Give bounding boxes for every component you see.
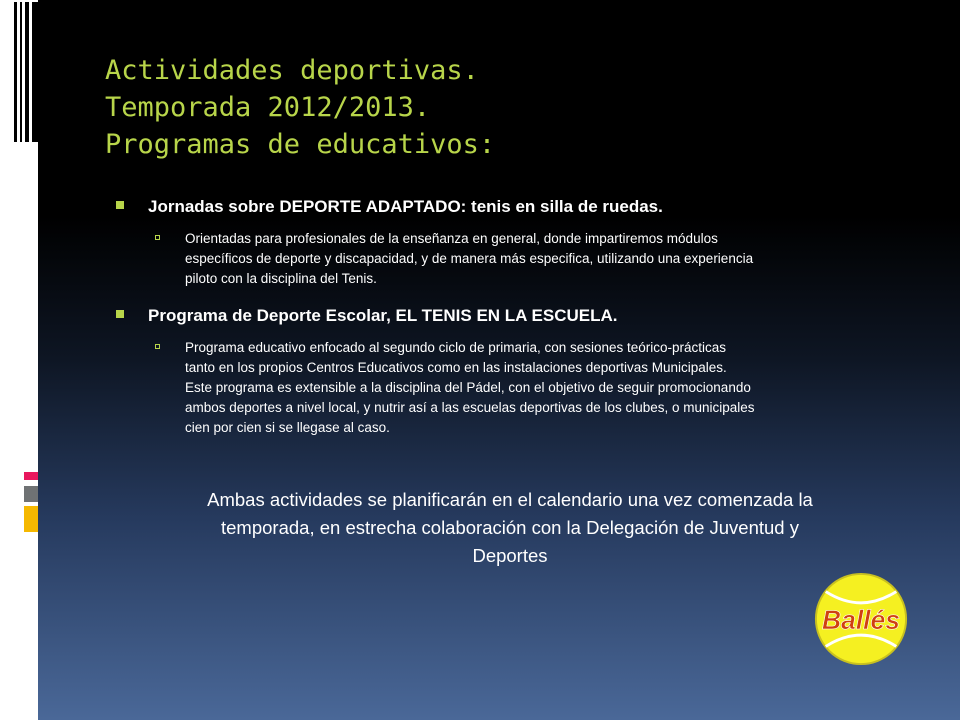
- slide-title: [105, 52, 925, 163]
- square-bullet-icon: [116, 310, 124, 318]
- summary-line: Ambas actividades se planificarán en el calendario una vez comenzada la: [207, 489, 813, 510]
- summary-line: Deportes: [472, 545, 548, 566]
- balles-logo: [812, 570, 910, 668]
- bullet-text: Jornadas sobre DEPORTE ADAPTADO: tenis en silla de ruedas.: [148, 197, 663, 216]
- sub-bullet-line: cien por cien si se llegase al caso.: [185, 420, 390, 435]
- title-line: Actividades deportivas.: [105, 55, 479, 86]
- sub-bullet-line: Orientadas para profesionales de la enseñanza en general, donde impartiremos módulos: [185, 231, 718, 246]
- hollow-square-bullet-icon: [155, 235, 160, 240]
- logo-text: Ballés: [822, 604, 900, 635]
- summary-line: temporada, en estrecha colaboración con la Delegación de Juventud y: [221, 517, 799, 538]
- sub-bullet-line: piloto con la disciplina del Tenis.: [185, 271, 377, 286]
- title-line: Programas de educativos:: [105, 129, 496, 160]
- sub-bullet-line: tanto en los propios Centros Educativos como en las instalaciones deportivas Municipales.: [185, 360, 727, 375]
- bullet-text: Programa de Deporte Escolar, EL TENIS EN LA ESCUELA.: [148, 306, 618, 325]
- hollow-square-bullet-icon: [155, 344, 160, 349]
- title-line: Temporada 2012/2013.: [105, 92, 431, 123]
- sub-bullet-line: Programa educativo enfocado al segundo ciclo de primaria, con sesiones teórico-prácticas: [185, 340, 727, 355]
- sub-bullet-line: ambos deportes a nivel local, y nutrir así a las escuelas deportivas de los clubes, o municipales: [185, 400, 755, 415]
- summary-paragraph: [140, 486, 880, 570]
- square-bullet-icon: [116, 201, 124, 209]
- sub-bullet-line: Este programa es extensible a la disciplina del Pádel, con el objetivo de seguir promocionando: [185, 380, 751, 395]
- decorative-stripes: [14, 2, 38, 142]
- sub-bullet-line: específicos de deporte y discapacidad, y de manera más especifica, utilizando una experiencia: [185, 251, 754, 266]
- left-sidebar: [0, 0, 38, 720]
